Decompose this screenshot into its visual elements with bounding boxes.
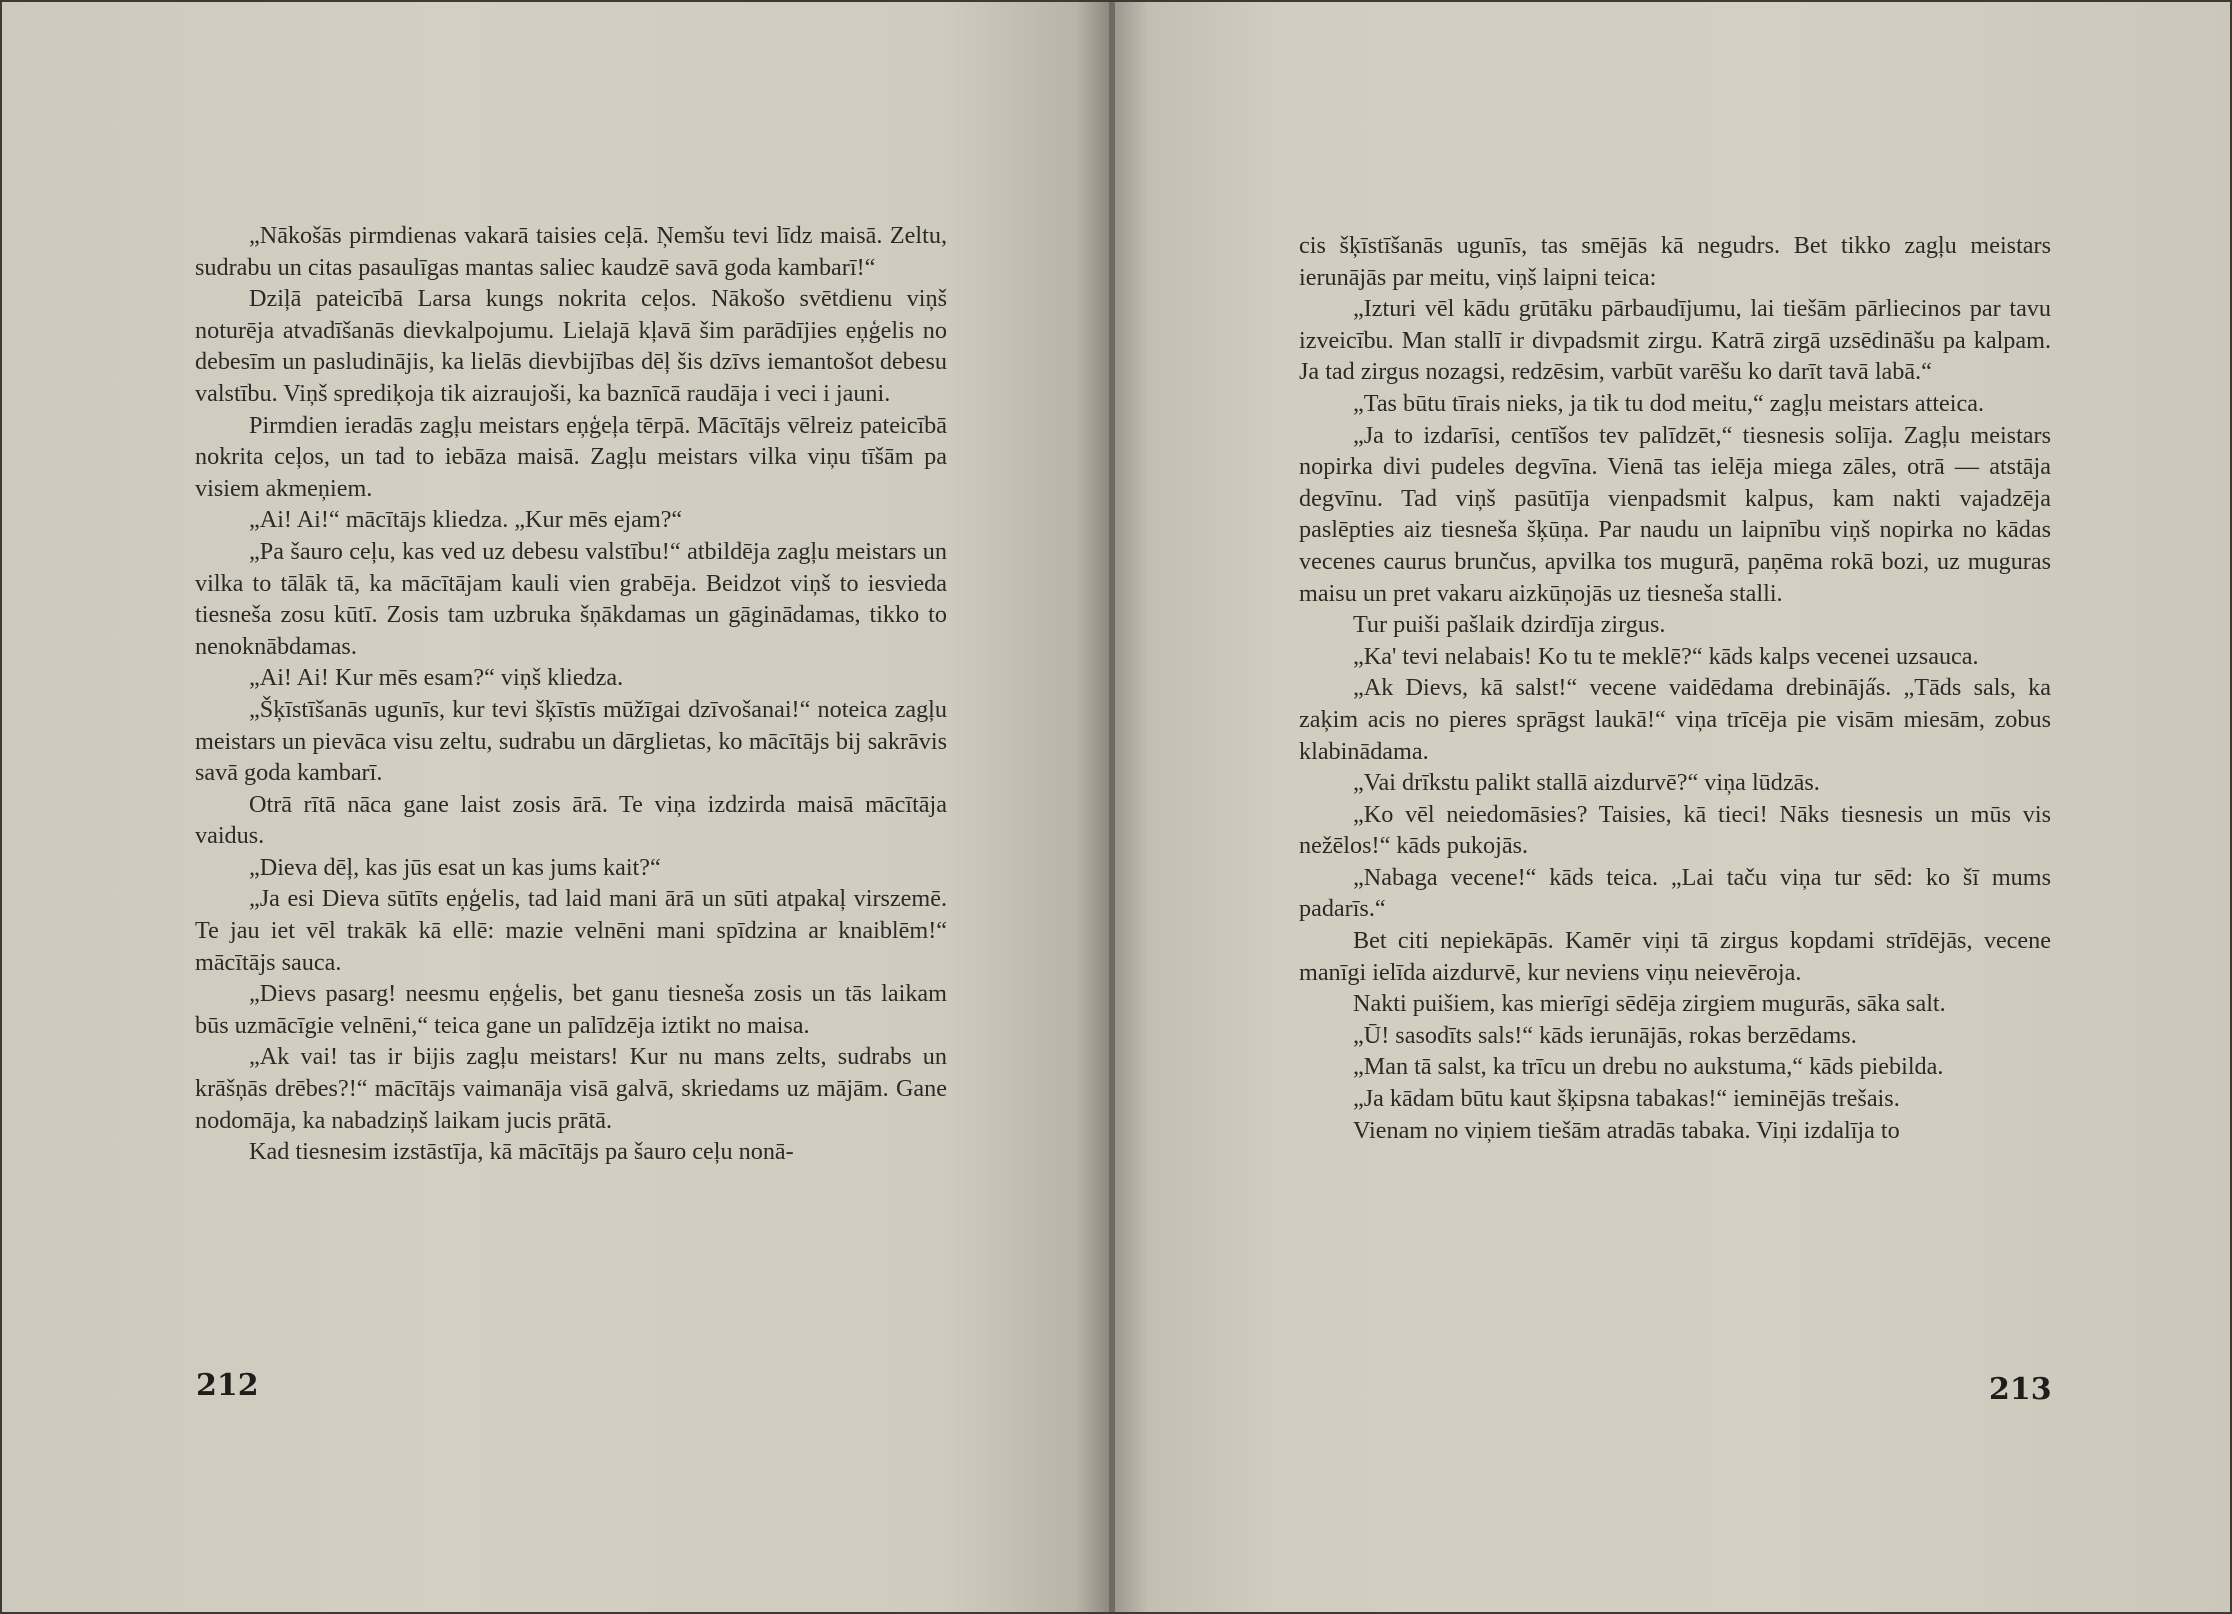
- paragraph: „Dieva dēļ, kas jūs esat un kas jums kait?“: [249, 853, 661, 881]
- paragraph: „Pa šauro ceļu, kas ved uz debesu valstību!“ atbildēja zagļu meistars un vilka to tālāk tā, ka mācītājam kauli vien grabēja. Beidzot viņš to iesvieda tiesneša zosu kūtī. Zosis tam uzbruka šņākdamas un gāginādamas, tikko to nenoknābdamas.: [195, 537, 947, 660]
- paragraph: Tur puiši pašlaik dzirdīja zirgus.: [1353, 611, 1666, 639]
- paragraph: „Tas būtu tīrais nieks, ja tik tu dod meitu,“ zagļu meistars atteica.: [1353, 389, 1985, 417]
- right-page-text: [1299, 230, 2051, 1146]
- paragraph: Dziļā pateicībā Larsa kungs nokrita ceļos. Nākošo svētdienu viņš noturēja atvadīšanās dievkalpojumu. Lielajā kļavā šim parādījies eņģelis no debesīm un pasludinājis, ka lielās dievbijības dēļ šis dzīvs iemantošot debesu valstību. Viņš sprediķoja tik aizraujoši, ka baznīcā raudāja i veci i jauni.: [195, 285, 947, 407]
- page-number: 213: [1989, 1372, 2052, 1407]
- paragraph: „Ak Dievs, kā salst!“ vecene vaidēdama drebināja̋s. „Tāds sals, ka zaķim acis no pieres sprāgst laukā!“ viņa trīcēja pie visām miesām, zobus klabinādama.: [1299, 674, 2051, 765]
- paragraph: „Ko vēl neiedomāsies? Taisies, kā tieci! Nāks tiesnesis un mūs vis nežēlos!“ kāds pukojās.: [1299, 800, 2051, 860]
- right-page: [1115, 0, 2232, 1614]
- page-number: 212: [196, 1368, 259, 1403]
- paragraph: „Ka' tevi nelabais! Ko tu te meklē?“ kāds kalps vecenei uzsauca.: [1353, 642, 1979, 670]
- paragraph: Nakti puišiem, kas mierīgi sēdēja zirgiem mugurās, sāka salt.: [1353, 990, 1946, 1018]
- paragraph: „Vai drīkstu palikt stallā aizdurvē?“ viņa lūdzās.: [1353, 769, 1820, 797]
- paragraph: „Ja esi Dieva sūtīts eņģelis, tad laid mani ārā un sūti atpakaļ virszemē. Te jau iet vēl trakāk kā ellē: mazie velnēni mani spīdzina ar knaiblēm!“ mācītājs sauca.: [195, 885, 947, 976]
- paragraph: Pirmdien ieradās zagļu meistars eņģeļa tērpā. Mācītājs vēlreiz pateicībā nokrita ceļos, un tad to iebāza maisā. Zagļu meistars vilka viņu tīšām pa visiem akmeņiem.: [195, 411, 947, 502]
- paragraph: „Ū! sasodīts sals!“ kāds ierunājās, rokas berzēdams.: [1353, 1021, 1857, 1049]
- paragraph: „Ai! Ai!“ mācītājs kliedza. „Kur mēs ejam?“: [249, 506, 683, 534]
- paragraph: Vienam no viņiem tiešām atradās tabaka. Viņi izdalīja to: [1353, 1116, 1900, 1144]
- paragraph: „Ak vai! tas ir bijis zagļu meistars! Kur nu mans zelts, sudrabs un krāšņās drēbes?!“ mācītājs vaimanāja visā galvā, skriedams uz mājām. Gane nodomāja, ka nabadziņš laikam jucis prātā.: [195, 1043, 947, 1134]
- paragraph: cis šķīstīšanās ugunīs, tas smējās kā negudrs. Bet tikko zagļu meistars ierunājās par meitu, viņš laipni teica:: [1299, 232, 2051, 291]
- paragraph: „Izturi vēl kādu grūtāku pārbaudījumu, lai tiešām pārliecinos par tavu izveicību. Man stallī ir divpadsmit zirgu. Katrā zirgā uzsēdināšu pa kalpam. Ja tad zirgus nozagsi, redzēsim, varbūt varēšu ko darīt tavā labā.“: [1299, 295, 2051, 386]
- paragraph: „Šķīstīšanās ugunīs, kur tevi šķīstīs mūžīgai dzīvošanai!“ noteica zagļu meistars un pievāca visu zeltu, sudrabu un dārglietas, ko mācītājs bij sakrāvis savā goda kambarī.: [195, 695, 947, 787]
- paragraph: „Dievs pasarg! neesmu eņģelis, bet ganu tiesneša zosis un tās laikam būs uzmācīgie velnēni,“ teica gane un palīdzēja iztikt no maisa.: [195, 980, 947, 1039]
- paragraph: Otrā rītā nāca gane laist zosis ārā. Te viņa izdzirda maisā mācītāja vaidus.: [195, 790, 947, 850]
- paragraph: „Nākošās pirmdienas vakarā taisies ceļā. Ņemšu tevi līdz maisā. Zeltu, sudrabu un citas pasaulīgas mantas saliec kaudzē savā goda kambarī!“: [195, 222, 947, 281]
- left-page: [0, 0, 1109, 1614]
- paragraph: „Ja kādam būtu kaut šķipsna tabakas!“ ieminējās trešais.: [1353, 1085, 1900, 1113]
- paragraph: „Ai! Ai! Kur mēs esam?“ viņš kliedza.: [249, 664, 624, 692]
- paragraph: „Nabaga vecene!“ kāds teica. „Lai taču viņa tur sēd: ko šī mums padarīs.“: [1299, 863, 2051, 923]
- paragraph: „Ja to izdarīsi, centīšos tev palīdzēt,“ tiesnesis solīja. Zagļu meistars nopirka divi pudeles degvīna. Vienā tas ielēja miega zāles, otrā — atstāja degvīnu. Tad viņš pasūtīja vienpadsmit kalpus, kam nakti vajadzēja paslēpties aiz tiesneša šķūņa. Par naudu un laipnību viņš nopirka no kādas vecenes caurus brunčus, apvilka tos mugurā, paņēma rokā bozi, uz muguras maisu un pret vakaru aizkūņojās uz tiesneša stalli.: [1299, 421, 2051, 607]
- left-page-text: [195, 220, 947, 1168]
- paragraph: Bet citi nepiekāpās. Kamēr viņi tā zirgus kopdami strīdējās, vecene manīgi ielīda aizdurvē, kur neviens viņu neievēroja.: [1299, 927, 2051, 986]
- paragraph: Kad tiesnesim izstāstīja, kā mācītājs pa šauro ceļu nonā-: [249, 1138, 794, 1166]
- paragraph: „Man tā salst, ka trīcu un drebu no aukstuma,“ kāds piebilda.: [1353, 1053, 1944, 1081]
